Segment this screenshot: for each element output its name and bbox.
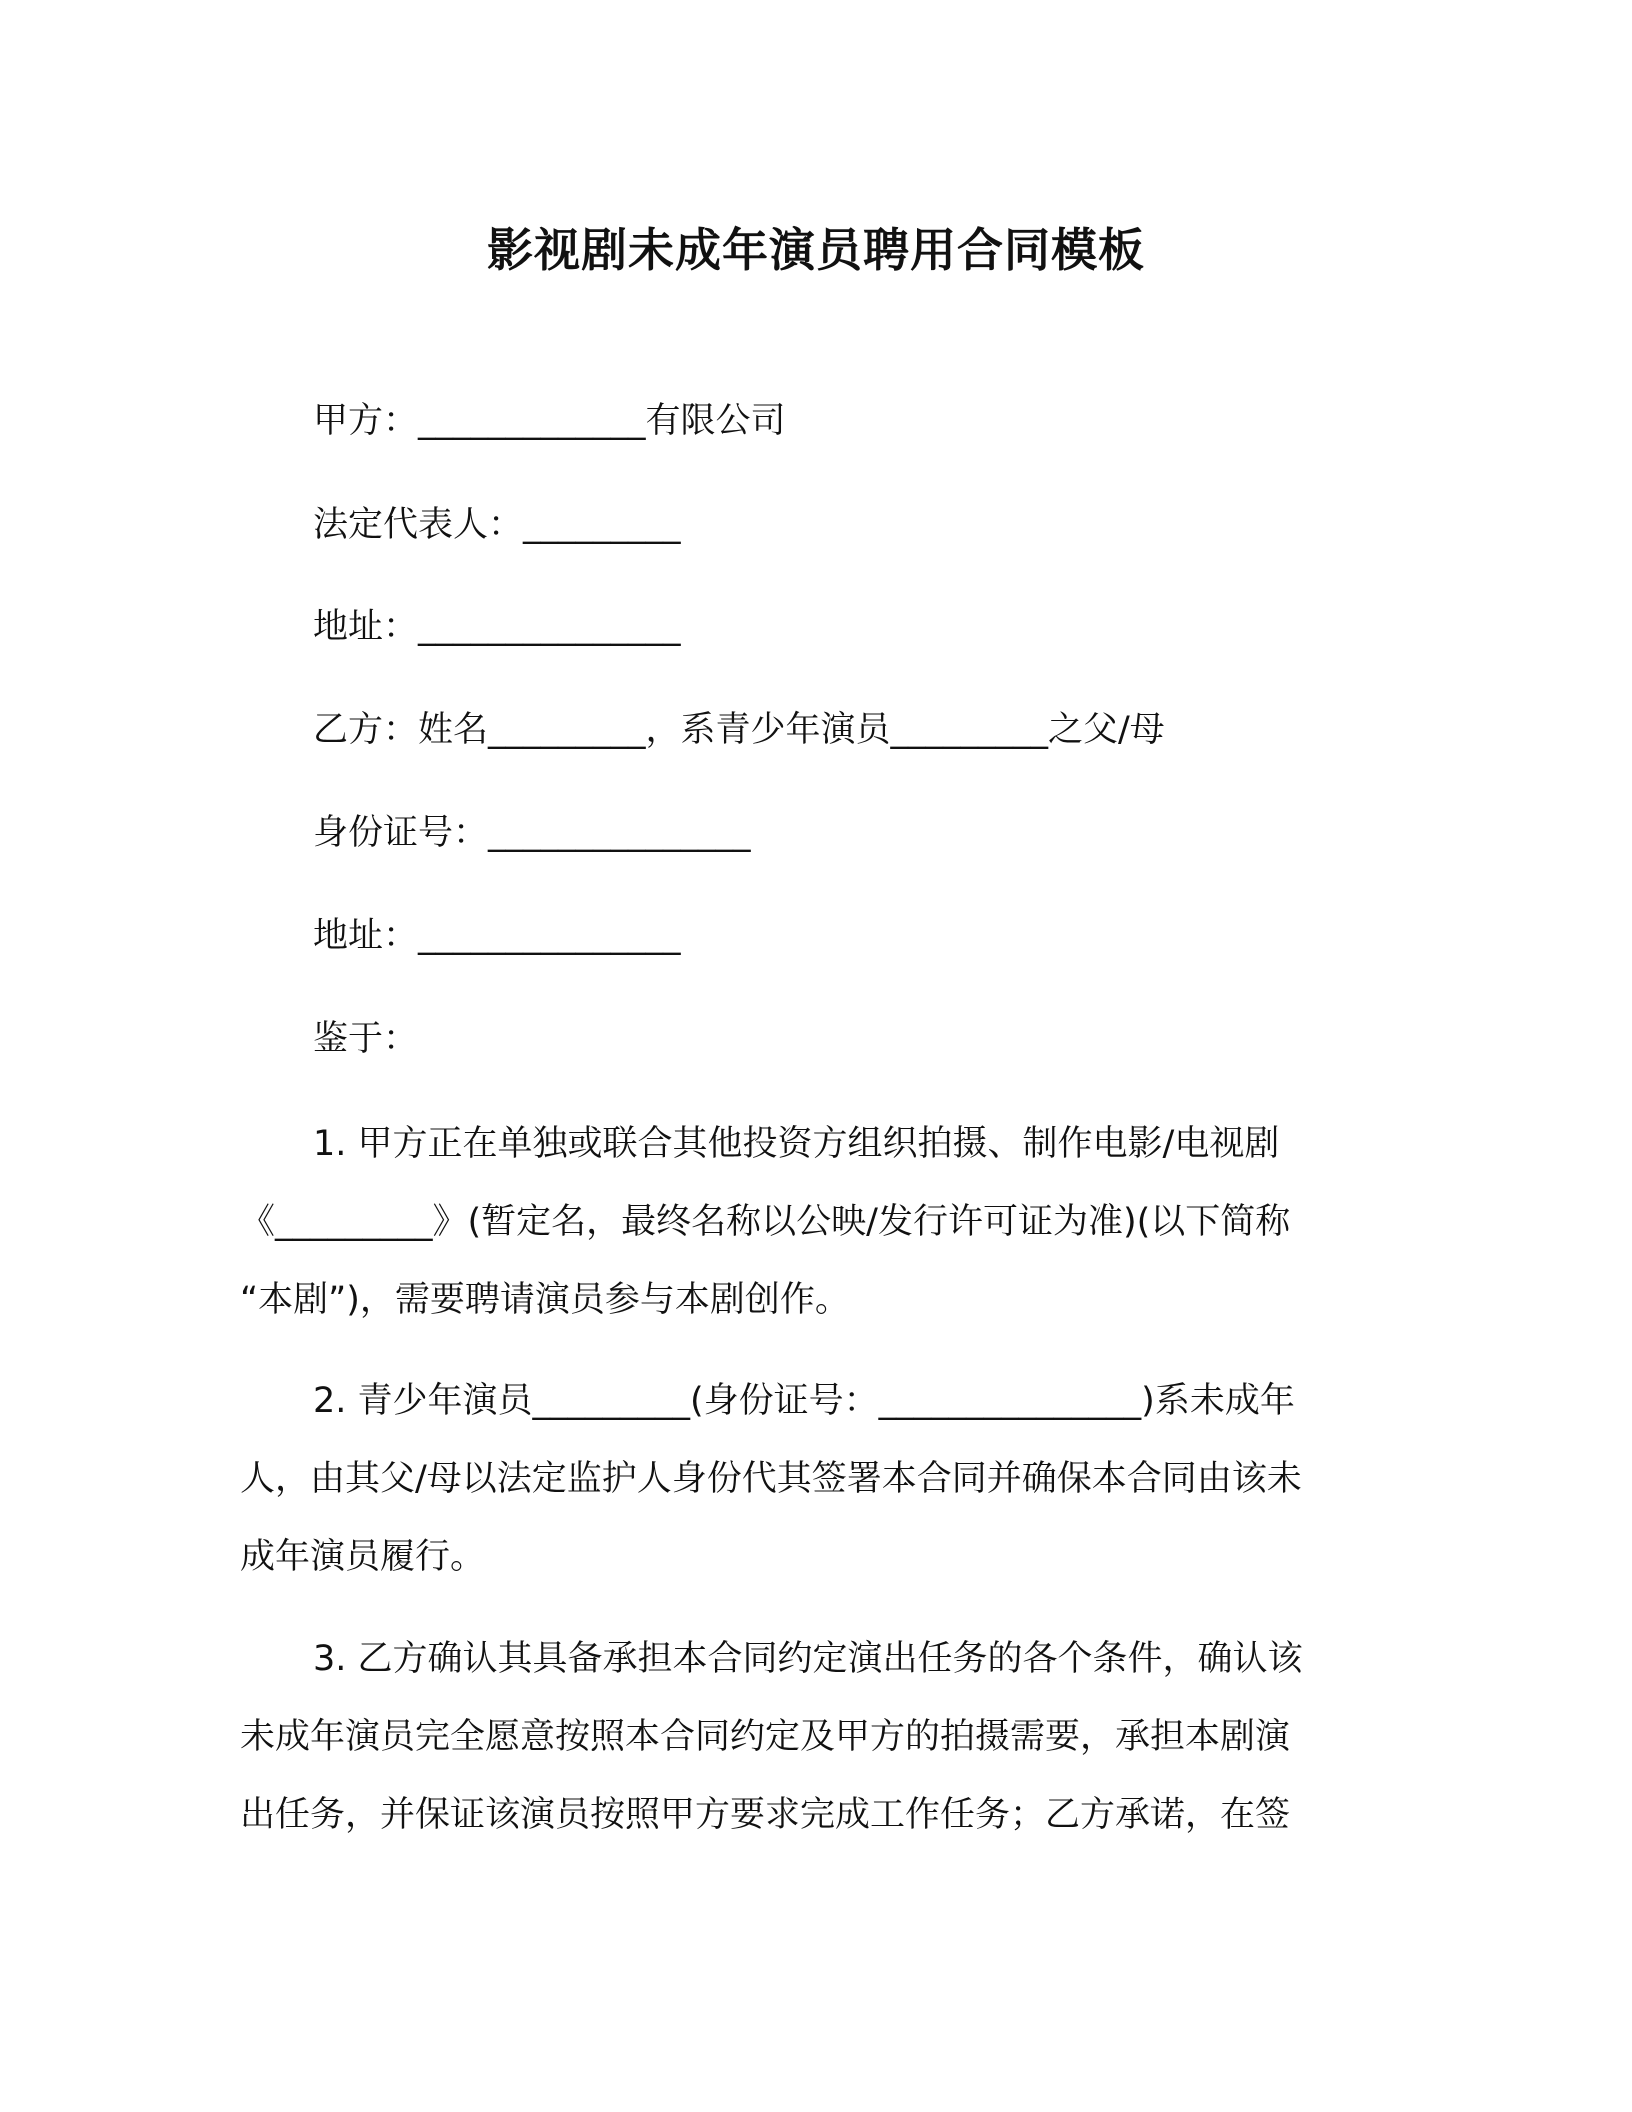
party-b-field: 乙方：姓名_________，系青少年演员_________之父/母 [313,710,1165,750]
clause-3-line: 3. 乙方确认其具备承担本合同约定演出任务的各个条件，确认该 [313,1639,1303,1679]
party-a-field: 甲方：_____________有限公司 [313,401,786,441]
legal-representative-field: 法定代表人：_________ [313,505,681,545]
clause-2-line: 人，由其父/母以法定监护人身份代其签署本合同并确保本合同由该未 [240,1459,1302,1499]
clause-1-line: 《_________》(暂定名，最终名称以公映/发行许可证为准)(以下简称 [240,1202,1291,1242]
clause-1-line: 1. 甲方正在单独或联合其他投资方组织拍摄、制作电影/电视剧 [313,1124,1280,1164]
clause-2 [240,1362,1370,1596]
party-a-address-field: 地址：_______________ [313,607,681,647]
clause-3 [240,1620,1370,1854]
id-number-field: 身份证号：_______________ [313,813,751,853]
whereas-heading: 鉴于： [313,1019,419,1059]
clause-2-line: 2. 青少年演员_________(身份证号：_______________)系未成年 [313,1381,1295,1421]
party-b-address-field: 地址：_______________ [313,916,681,956]
clause-1 [240,1105,1370,1339]
clause-3-line: 出任务，并保证该演员按照甲方要求完成工作任务；乙方承诺，在签 [240,1795,1291,1835]
clause-1-line: “本剧”)，需要聘请演员参与本剧创作。 [240,1280,850,1320]
clause-3-line: 未成年演员完全愿意按照本合同约定及甲方的拍摄需要，承担本剧演 [240,1717,1291,1757]
clause-2-line: 成年演员履行。 [240,1537,486,1577]
document-title: 影视剧未成年演员聘用合同模板 [487,223,1145,277]
